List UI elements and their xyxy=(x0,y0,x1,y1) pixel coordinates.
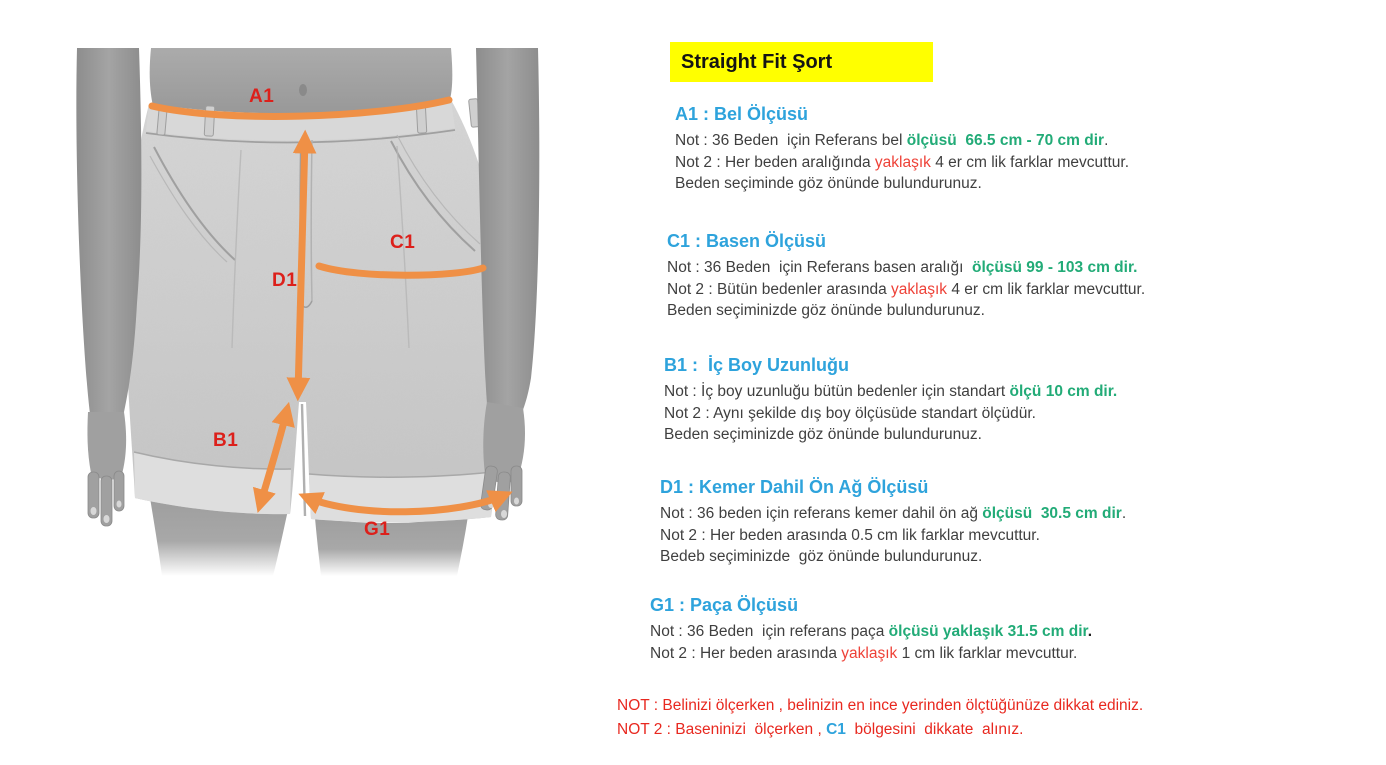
product-title-highlight xyxy=(670,42,933,82)
section-d1-note1 xyxy=(660,503,1126,525)
section-c1-note1 xyxy=(667,257,1145,279)
section-b1-heading: B1 : İç Boy Uzunluğu xyxy=(664,355,850,375)
value-highlight: ölçü 10 cm dir. xyxy=(1009,383,1118,400)
section-c1 xyxy=(667,231,1145,322)
text-segment: bölgesini dikkate alınız. xyxy=(845,721,1024,738)
text-segment: Beden seçiminizde göz önünde bulundurunuz. xyxy=(667,302,985,319)
photo-label-a1: A1 xyxy=(249,86,275,107)
right-arm xyxy=(476,48,539,520)
section-a1-note3 xyxy=(675,173,1129,195)
section-c1-note3 xyxy=(667,300,1145,322)
value-highlight: ölçüsü 66.5 cm - 70 cm dir xyxy=(906,132,1105,149)
section-a1-note2 xyxy=(675,152,1129,174)
section-a1-note1 xyxy=(675,130,1129,152)
text-segment: Beden seçiminde göz önünde bulundurunuz. xyxy=(675,175,982,192)
shorts-photo-illustration xyxy=(55,48,560,578)
section-d1 xyxy=(660,477,1126,568)
product-title: Straight Fit Şort xyxy=(681,50,833,73)
text-segment: Not 2 : Her beden aralığında xyxy=(675,153,875,171)
photo-label-b1: B1 xyxy=(213,430,239,451)
footnotes xyxy=(617,694,1143,742)
value-highlight: ölçüsü 99 - 103 cm dir. xyxy=(972,259,1138,276)
text-segment: . xyxy=(1104,132,1109,149)
shorts-photo xyxy=(55,48,560,578)
text-segment: Bedeb seçiminizde göz önünde bulundurunuz. xyxy=(660,548,983,565)
section-b1-note1 xyxy=(664,381,1117,403)
text-segment: 1 cm lik farklar mevcuttur. xyxy=(897,644,1078,662)
text-segment: Not : 36 Beden için Referans bel xyxy=(675,132,907,149)
section-d1-note2 xyxy=(660,525,1126,547)
text-segment: Beden seçiminizde göz önünde bulundurunuz. xyxy=(664,426,982,443)
text-segment: . xyxy=(1121,505,1127,522)
text-segment: Not 2 : Bütün bedenler arasında xyxy=(667,280,892,298)
text-segment: Not 2 : Aynı şekilde dış boy ölçüsüde standart ölçüdür. xyxy=(664,404,1036,422)
text-segment: Not 2 : Her beden arasında xyxy=(650,644,842,662)
photo-label-c1: C1 xyxy=(390,232,416,253)
section-a1-heading: A1 : Bel Ölçüsü xyxy=(675,104,809,124)
section-g1-note2 xyxy=(650,643,1092,665)
text-segment: Not : İç boy uzunluğu bütün bedenler için standart xyxy=(664,383,1010,400)
value-highlight: ölçüsü 30.5 cm dir xyxy=(982,505,1122,522)
footnote-2 xyxy=(617,718,1143,742)
section-g1-note1 xyxy=(650,621,1092,643)
left-arm xyxy=(76,48,141,526)
warning-word: yaklaşık xyxy=(874,153,931,171)
photo-label-d1: D1 xyxy=(272,270,298,291)
text-segment: Not : 36 Beden için referans paça xyxy=(650,623,889,640)
section-b1-note3 xyxy=(664,424,1117,446)
footnote-1: NOT : Belinizi ölçerken , belinizin en ince yerinden ölçtüğünüze dikkat ediniz. xyxy=(617,697,1144,714)
section-c1-heading: C1 : Basen Ölçüsü xyxy=(667,231,827,251)
warning-word: yaklaşık xyxy=(841,644,898,662)
warning-word: yaklaşık xyxy=(891,280,948,298)
section-d1-heading: D1 : Kemer Dahil Ön Ağ Ölçüsü xyxy=(660,477,929,497)
section-c1-note2 xyxy=(667,279,1145,301)
text-segment: Not : 36 beden için referans kemer dahil ön ağ xyxy=(660,505,983,522)
section-g1 xyxy=(650,595,1092,664)
photo-label-g1: G1 xyxy=(364,519,391,540)
text-segment: 4 er cm lik farklar mevcuttur. xyxy=(947,280,1146,298)
text-segment: Not 2 : Her beden arasında 0.5 cm lik farklar mevcuttur. xyxy=(660,526,1040,544)
section-a1 xyxy=(675,104,1129,195)
denim-texture xyxy=(126,100,504,522)
text-segment: 4 er cm lik farklar mevcuttur. xyxy=(930,153,1130,171)
text-segment: Not : 36 Beden için Referans basen aralığı xyxy=(667,259,973,276)
section-b1 xyxy=(664,355,1117,446)
value-highlight: ölçüsü yaklaşık 31.5 cm dir xyxy=(888,623,1088,640)
text-segment: . xyxy=(1087,623,1093,640)
section-b1-note2 xyxy=(664,403,1117,425)
section-g1-heading: G1 : Paça Ölçüsü xyxy=(650,595,799,615)
text-segment: NOT 2 : Baseninizi ölçerken , xyxy=(617,721,827,738)
denim-shorts xyxy=(126,99,504,523)
measure-reference-c1: C1 xyxy=(826,721,846,738)
section-d1-note3 xyxy=(660,546,1126,568)
